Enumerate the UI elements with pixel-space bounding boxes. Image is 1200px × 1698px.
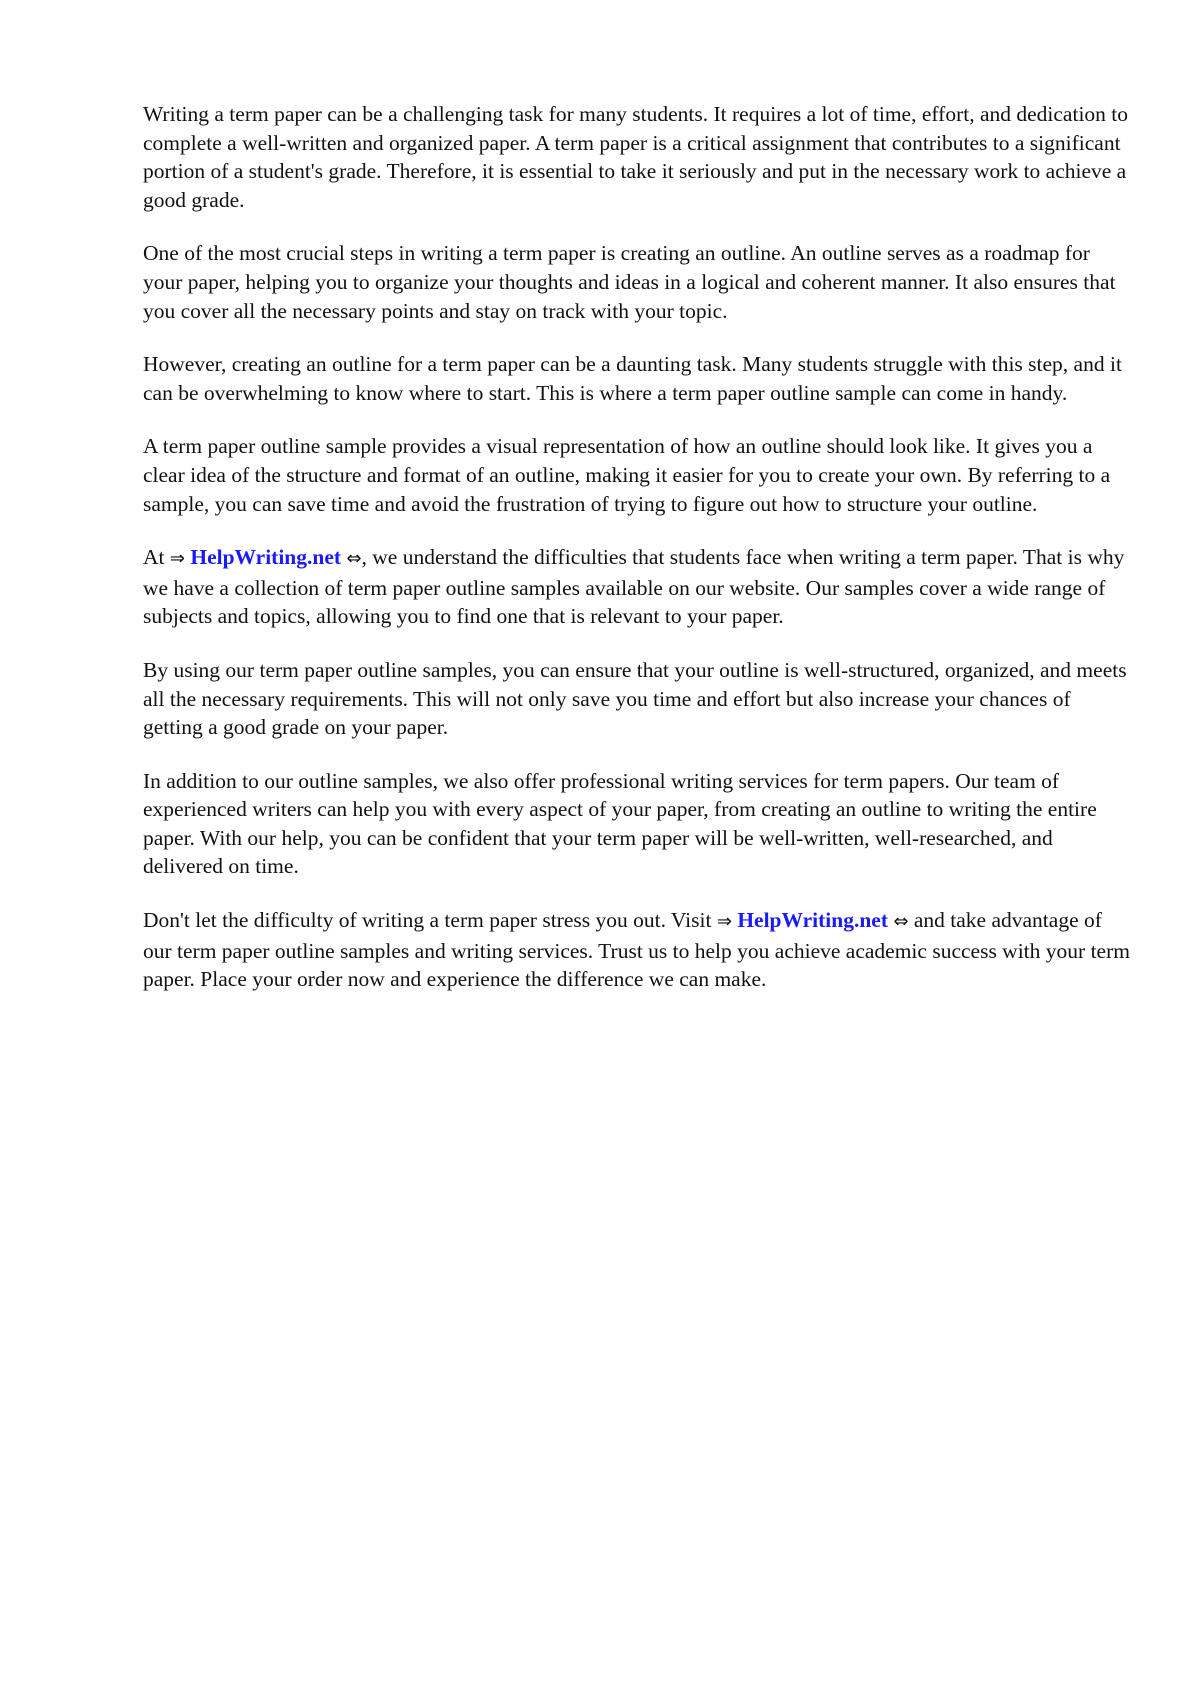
- document-body: [143, 100, 1133, 1019]
- paragraph-text: At: [143, 545, 170, 570]
- paragraph-sample-benefits: A term paper outline sample provides a visual representation of how an outline should look like. It gives you a clear idea of the structure and format of an outline, making it easier for you to create your own. By referring to a sample, you can save time and avoid the frustration of trying to figure out how to structure your outline.: [143, 434, 1111, 516]
- paragraph-outline-importance: One of the most crucial steps in writing a term paper is creating an outline. An outline serves as a roadmap for your paper, helping you to organize your thoughts and ideas in a logical and coherent manner. It also ensures that you cover all the necessary points and stay on track with your topic.: [143, 241, 1116, 323]
- arrow-both-icon: ⇔: [893, 911, 909, 933]
- arrow-both-icon: ⇔: [346, 548, 362, 570]
- paragraph-intro: Writing a term paper can be a challenging task for many students. It requires a lot of time, effort, and dedication to complete a well-written and organized paper. A term paper is a critical assignment that contributes to a significant portion of a student's grade. Therefore, it is essential to take it seriously and put in the necessary work to achieve a good grade.: [143, 102, 1129, 212]
- paragraph-writing-services: In addition to our outline samples, we also offer professional writing services for term papers. Our team of experienced writers can help you with every aspect of your paper, from creating an outline to writing the entire paper. With our help, you can be confident that your term paper will be well-written, well-researched, and delivered on time.: [143, 768, 1097, 879]
- paragraph-helpwriting-intro: [143, 543, 1133, 631]
- helpwriting-link[interactable]: HelpWriting.net: [737, 908, 889, 933]
- paragraph-samples-usage: By using our term paper outline samples, you can ensure that your outline is well-structured, organized, and meets all the necessary requirements. This will not only save you time and effort but also increase your chances of getting a good grade on your paper.: [143, 657, 1127, 740]
- helpwriting-link[interactable]: HelpWriting.net: [190, 545, 342, 570]
- paragraph-outline-difficulty: However, creating an outline for a term paper can be a daunting task. Many students struggle with this step, and it can be overwhelming to know where to start. This is where a term paper outline sample can come in handy.: [143, 352, 1122, 405]
- paragraph-text: Don't let the difficulty of writing a term paper stress you out. Visit: [143, 908, 717, 933]
- paragraph-call-to-action: [143, 906, 1133, 994]
- arrow-right-icon: ⇒: [169, 548, 185, 570]
- paragraph-text: and take advantage of our term paper outline samples and writing services. Trust us to help you achieve academic success with your term paper. Place your order now and experience the difference we can make.: [143, 908, 1130, 992]
- paragraph-text: , we understand the difficulties that students face when writing a term paper. That is why we have a collection of term paper outline samples available on our website. Our samples cover a wide range of subjects and topics, allowing you to find one that is relevant to your paper.: [143, 545, 1125, 629]
- arrow-right-icon: ⇒: [716, 911, 732, 933]
